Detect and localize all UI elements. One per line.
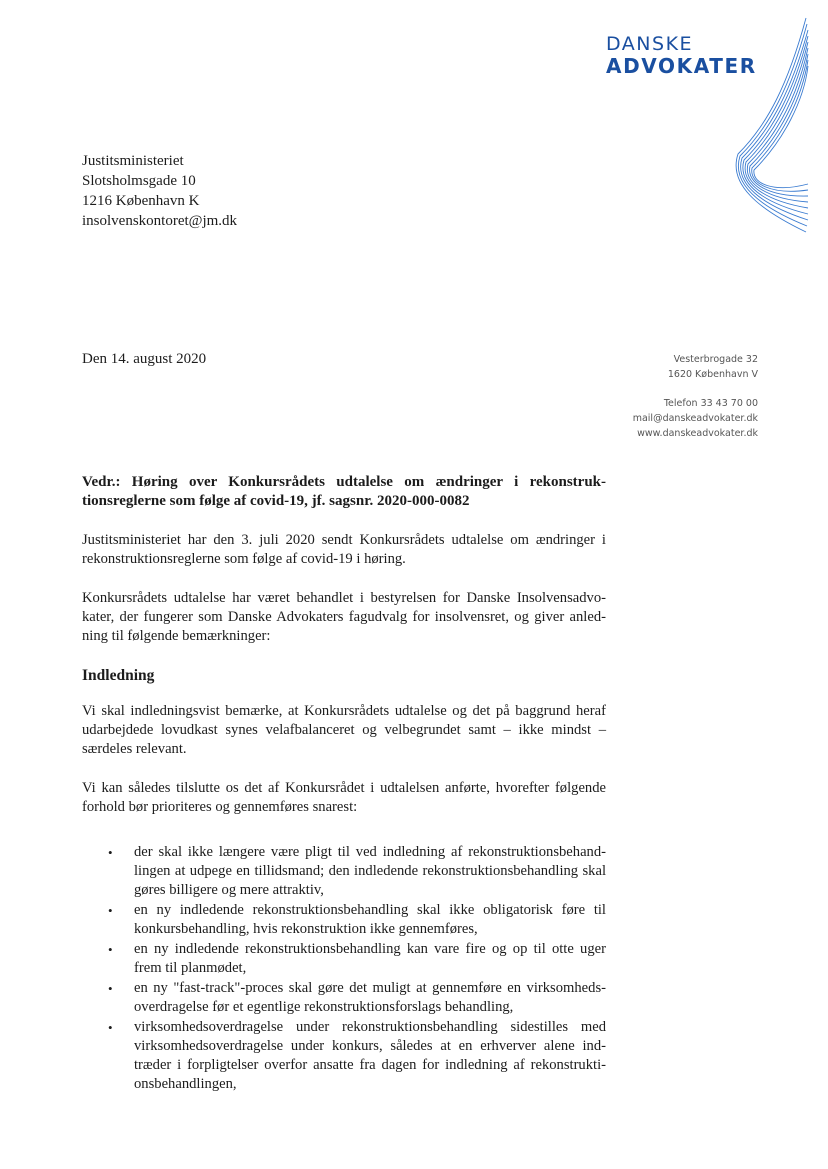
letter-subject: Vedr.: Høring over Konkursrådets udtalelse om ændringer i rekonstruk-tionsreglerne som følge af covid-19, jf. sagsnr. 2020-000-0082 <box>82 474 606 509</box>
letter-body <box>82 473 606 1095</box>
sender-phone: Telefon 33 43 70 00 <box>663 398 758 409</box>
bullet-icon: • <box>108 845 113 860</box>
logo-line-2: ADVOKATER <box>606 54 757 78</box>
section-heading: Indledning <box>82 667 155 684</box>
paragraph-3: Vi skal indledningsvist bemærke, at Konkursrådets udtalelse og det på baggrund heraf udarbejdede lovudkast synes velafbalanceret og velbegrundet samt – ikke mindst – særdeles relevant. <box>82 703 606 757</box>
sender-contact-block <box>633 352 758 441</box>
sender-website: www.danskeadvokater.dk <box>637 428 758 439</box>
list-item: • virksomhedsoverdragelse under rekonstruktionsbehandling sidestilles med virksomhedsoverdragelse under konkurs, således at en erhverver alene ind-træder i forpligtelser overfor ansatte fra dagen for indledning af rekonstrukti-onsbehandlingen, <box>108 1019 606 1092</box>
paragraph-4: Vi kan således tilslutte os det af Konkursrådet i udtalelsen anførte, hvorefter følgende forhold bør prioriteres og gennemføres snarest: <box>82 780 606 815</box>
sender-email: mail@danskeadvokater.dk <box>632 413 758 424</box>
recipient-email: insolvenskontoret@jm.dk <box>82 213 238 229</box>
paragraph-2: Konkursrådets udtalelse har været behandlet i bestyrelsen for Danske Insolvensadvo-kater, der fungerer som Danske Advokaters fagudvalg for insolvensret, og giver anled-ning til følgende bemærkninger: <box>82 590 606 644</box>
letter-date: Den 14. august 2020 <box>82 351 207 367</box>
recipient-name: Justitsministeriet <box>82 153 184 169</box>
sender-street: Vesterbrogade 32 <box>673 354 758 365</box>
recipient-street: Slotsholmsgade 10 <box>82 173 196 189</box>
bullet-icon: • <box>108 903 113 918</box>
logo-swoosh-graphic <box>728 14 810 244</box>
recipient-city: 1216 København K <box>82 193 200 209</box>
list-item: • en ny indledende rekonstruktionsbehandling skal ikke obligatorisk føre til konkursbehandling, hvis rekonstruktion ikke gennemføres, <box>108 902 606 937</box>
list-item: • der skal ikke længere være pligt til ved indledning af rekonstruktionsbehand-lingen at udpege en tillidsmand; den indledende rekonstruktionsbehandling skal gøres billigere og mere attraktiv, <box>108 844 606 898</box>
priority-list <box>82 843 606 1094</box>
paragraph-1: Justitsministeriet har den 3. juli 2020 sendt Konkursrådets udtalelse om ændringer i rekonstruktionsreglerne som følge af covid-19 i høring. <box>82 532 606 567</box>
list-item: • en ny indledende rekonstruktionsbehandling kan vare fire og op til otte uger frem til planmødet, <box>108 941 606 976</box>
sender-city: 1620 København V <box>667 369 758 380</box>
list-item: • en ny "fast-track"-proces skal gøre det muligt at gennemføre en virksomheds-overdragelse før et egentlige rekonstruktionsforslags behandling, <box>108 980 606 1015</box>
recipient-address <box>82 151 237 231</box>
bullet-icon: • <box>108 942 113 957</box>
bullet-icon: • <box>108 1020 113 1035</box>
logo-line-1: DANSKE <box>606 33 694 55</box>
bullet-icon: • <box>108 981 113 996</box>
